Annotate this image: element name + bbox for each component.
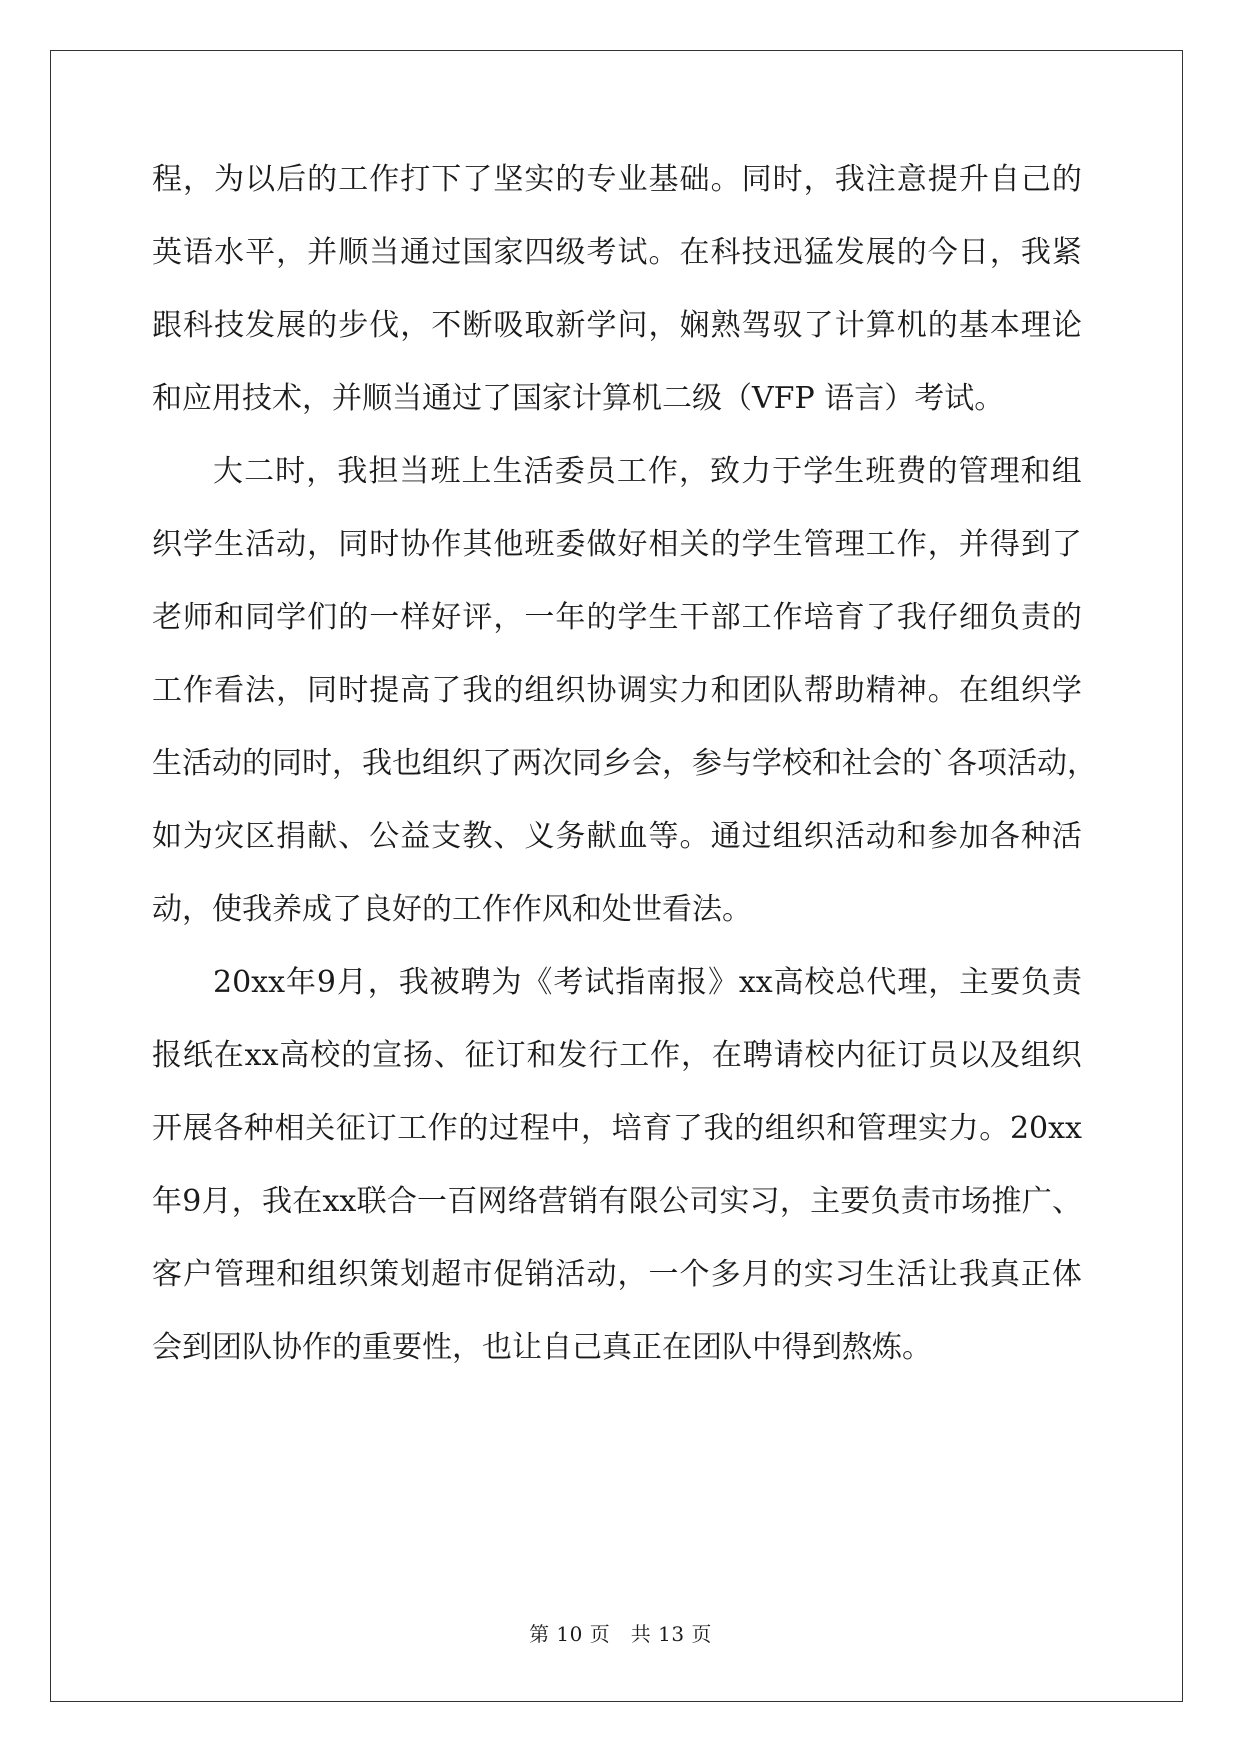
document-body	[152, 160, 1097, 1401]
text-line: 年 9 月 ， 我 在 xx 联 合 一 百 网 络 营 销 有 限 公 司 实 习 ， 主 要 负 责 市 场 推 广 、	[152, 1184, 1082, 1219]
page-footer: 第 10 页 共 13 页	[529, 1622, 712, 1646]
text-line: 老 师 和 同 学 们 的 一 样 好 评 ， 一 年 的 学 生 干 部 工 作 培 育 了 我 仔 细 负 责 的	[152, 600, 1082, 635]
text-line: 和应用技术，并顺当通过了国家计算机二级（VFP 语言）考试。	[152, 381, 1005, 416]
text-line: 工 作 看 法 ， 同 时 提 高 了 我 的 组 织 协 调 实 力 和 团 队 帮 助 精 神 。 在 组 织 学	[152, 673, 1082, 708]
text-line: 大 二 时 ， 我 担 当 班 上 生 活 委 员 工 作 ， 致 力 于 学 生 班 费 的 管 理 和 组	[213, 454, 1082, 489]
text-line: 会到团队协作的重要性，也让自己真正在团队中得到熬炼。	[152, 1330, 932, 1365]
text-line: 报 纸 在 xx 高 校 的 宣 扬 、 征 订 和 发 行 工 作 ， 在 聘 请 校 内 征 订 员 以 及 组 织	[152, 1038, 1082, 1073]
text-line: 英 语 水 平 ， 并 顺 当 通 过 国 家 四 级 考 试 。 在 科 技 迅 猛 发 展 的 今 日 ， 我 紧	[152, 235, 1082, 270]
text-line: 客 户 管 理 和 组 织 策 划 超 市 促 销 活 动 ， 一 个 多 月 的 实 习 生 活 让 我 真 正 体	[152, 1257, 1082, 1292]
text-line: 织 学 生 活 动 ， 同 时 协 作 其 他 班 委 做 好 相 关 的 学 生 管 理 工 作 ， 并 得 到 了	[152, 527, 1082, 562]
text-line: 如 为 灾 区 捐 献 、 公 益 支 教 、 义 务 献 血 等 。 通 过 组 织 活 动 和 参 加 各 种 活	[152, 819, 1082, 854]
text-line: 跟 科 技 发 展 的 步 伐 ， 不 断 吸 取 新 学 问 ， 娴 熟 驾 驭 了 计 算 机 的 基 本 理 论	[152, 308, 1082, 343]
text-line: 程 ， 为 以 后 的 工 作 打 下 了 坚 实 的 专 业 基 础 。 同 时 ， 我 注 意 提 升 自 己 的	[152, 162, 1082, 197]
text-line: 20xx 年 9 月 ， 我 被 聘 为 《 考 试 指 南 报 》 xx 高 校 总 代 理 ， 主 要 负 责	[213, 965, 1082, 1000]
text-line: 开 展 各 种 相 关 征 订 工 作 的 过 程 中 ， 培 育 了 我 的 组 织 和 管 理 实 力 。 20xx	[152, 1111, 1082, 1146]
text-line: 生 活 动 的 同 时 ， 我 也 组 织 了 两 次 同 乡 会 ， 参 与 学 校 和 社 会 的 ` 各 项 活 动 ，	[152, 746, 1097, 781]
text-line: 动，使我养成了良好的工作作风和处世看法。	[152, 892, 752, 927]
